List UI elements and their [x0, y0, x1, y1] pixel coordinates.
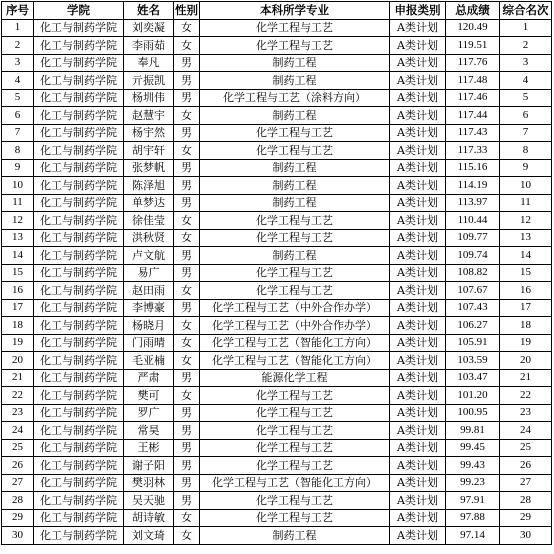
cell-category: A类计划 — [390, 159, 446, 177]
cell-gender: 男 — [174, 369, 200, 387]
cell-name: 王彬 — [124, 439, 174, 457]
cell-index: 9 — [2, 159, 34, 177]
cell-category: A类计划 — [390, 439, 446, 457]
cell-category: A类计划 — [390, 19, 446, 37]
cell-major: 化学工程与工艺 — [200, 509, 390, 527]
cell-score: 100.95 — [446, 404, 500, 422]
cell-major: 化学工程与工艺 — [200, 19, 390, 37]
header-index: 序号 — [2, 2, 34, 20]
cell-rank: 10 — [500, 177, 552, 195]
cell-index: 10 — [2, 177, 34, 195]
cell-score: 108.82 — [446, 264, 500, 282]
cell-rank: 23 — [500, 404, 552, 422]
cell-score: 115.16 — [446, 159, 500, 177]
cell-score: 109.74 — [446, 247, 500, 265]
cell-name: 常昊 — [124, 422, 174, 440]
cell-score: 107.43 — [446, 299, 500, 317]
cell-index: 21 — [2, 369, 34, 387]
cell-category: A类计划 — [390, 369, 446, 387]
cell-index: 1 — [2, 19, 34, 37]
cell-gender: 男 — [174, 194, 200, 212]
cell-gender: 女 — [174, 387, 200, 405]
cell-gender: 女 — [174, 317, 200, 335]
cell-gender: 女 — [174, 19, 200, 37]
table-row — [2, 19, 552, 37]
table-row — [2, 247, 552, 265]
cell-name: 杨圳伟 — [124, 89, 174, 107]
cell-score: 117.46 — [446, 89, 500, 107]
cell-name: 毛亚楠 — [124, 352, 174, 370]
cell-index: 29 — [2, 509, 34, 527]
cell-college: 化工与制药学院 — [34, 124, 124, 142]
cell-index: 15 — [2, 264, 34, 282]
table-row — [2, 439, 552, 457]
cell-rank: 15 — [500, 264, 552, 282]
cell-gender: 女 — [174, 229, 200, 247]
cell-gender: 女 — [174, 352, 200, 370]
table-row — [2, 474, 552, 492]
table-row — [2, 194, 552, 212]
cell-category: A类计划 — [390, 37, 446, 55]
cell-rank: 7 — [500, 124, 552, 142]
cell-category: A类计划 — [390, 422, 446, 440]
cell-college: 化工与制药学院 — [34, 229, 124, 247]
header-category: 申报类别 — [390, 2, 446, 20]
table-row — [2, 352, 552, 370]
cell-category: A类计划 — [390, 72, 446, 90]
cell-rank: 11 — [500, 194, 552, 212]
cell-major: 化学工程与工艺 — [200, 229, 390, 247]
cell-score: 109.77 — [446, 229, 500, 247]
cell-rank: 20 — [500, 352, 552, 370]
cell-name: 胡诗敏 — [124, 509, 174, 527]
cell-gender: 女 — [174, 107, 200, 125]
cell-name: 樊羽林 — [124, 474, 174, 492]
table-row — [2, 457, 552, 475]
cell-gender: 男 — [174, 89, 200, 107]
cell-rank: 16 — [500, 282, 552, 300]
cell-rank: 13 — [500, 229, 552, 247]
cell-category: A类计划 — [390, 509, 446, 527]
cell-gender: 男 — [174, 422, 200, 440]
header-college: 学院 — [34, 2, 124, 20]
table-row — [2, 177, 552, 195]
cell-gender: 男 — [174, 457, 200, 475]
cell-index: 17 — [2, 299, 34, 317]
cell-major: 制药工程 — [200, 247, 390, 265]
cell-index: 28 — [2, 492, 34, 510]
cell-category: A类计划 — [390, 124, 446, 142]
cell-index: 13 — [2, 229, 34, 247]
cell-gender: 女 — [174, 334, 200, 352]
cell-major: 制药工程 — [200, 159, 390, 177]
cell-rank: 25 — [500, 439, 552, 457]
cell-major: 化学工程与工艺 — [200, 264, 390, 282]
cell-category: A类计划 — [390, 107, 446, 125]
cell-name: 李雨茹 — [124, 37, 174, 55]
cell-index: 20 — [2, 352, 34, 370]
cell-major: 制药工程 — [200, 177, 390, 195]
cell-index: 30 — [2, 527, 34, 545]
cell-rank: 19 — [500, 334, 552, 352]
cell-index: 11 — [2, 194, 34, 212]
cell-college: 化工与制药学院 — [34, 142, 124, 160]
cell-name: 刘奕凝 — [124, 19, 174, 37]
cell-score: 113.97 — [446, 194, 500, 212]
header-rank: 综合名次 — [500, 2, 552, 20]
table-row — [2, 89, 552, 107]
cell-name: 奉凡 — [124, 54, 174, 72]
cell-index: 2 — [2, 37, 34, 55]
cell-name: 易广 — [124, 264, 174, 282]
cell-college: 化工与制药学院 — [34, 422, 124, 440]
cell-index: 16 — [2, 282, 34, 300]
cell-major: 制药工程 — [200, 54, 390, 72]
cell-major: 化学工程与工艺（中外合作办学） — [200, 299, 390, 317]
cell-major: 化学工程与工艺 — [200, 457, 390, 475]
cell-name: 门雨晴 — [124, 334, 174, 352]
cell-score: 99.81 — [446, 422, 500, 440]
cell-college: 化工与制药学院 — [34, 177, 124, 195]
cell-rank: 3 — [500, 54, 552, 72]
cell-name: 李博豪 — [124, 299, 174, 317]
cell-gender: 男 — [174, 264, 200, 282]
table-row — [2, 54, 552, 72]
table-row — [2, 317, 552, 335]
header-major: 本科所学专业 — [200, 2, 390, 20]
cell-name: 赵田雨 — [124, 282, 174, 300]
cell-name: 罗广 — [124, 404, 174, 422]
cell-college: 化工与制药学院 — [34, 457, 124, 475]
table-row — [2, 334, 552, 352]
cell-college: 化工与制药学院 — [34, 194, 124, 212]
cell-score: 117.48 — [446, 72, 500, 90]
cell-college: 化工与制药学院 — [34, 317, 124, 335]
cell-rank: 5 — [500, 89, 552, 107]
cell-college: 化工与制药学院 — [34, 299, 124, 317]
table-row — [2, 299, 552, 317]
table-row — [2, 422, 552, 440]
cell-college: 化工与制药学院 — [34, 282, 124, 300]
cell-major: 制药工程 — [200, 194, 390, 212]
cell-score: 107.67 — [446, 282, 500, 300]
cell-score: 105.91 — [446, 334, 500, 352]
cell-score: 99.45 — [446, 439, 500, 457]
table-row — [2, 212, 552, 230]
cell-score: 117.43 — [446, 124, 500, 142]
cell-college: 化工与制药学院 — [34, 474, 124, 492]
cell-category: A类计划 — [390, 457, 446, 475]
cell-index: 14 — [2, 247, 34, 265]
cell-score: 114.19 — [446, 177, 500, 195]
cell-gender: 女 — [174, 509, 200, 527]
cell-category: A类计划 — [390, 352, 446, 370]
cell-name: 徐佳莹 — [124, 212, 174, 230]
cell-college: 化工与制药学院 — [34, 509, 124, 527]
table-body — [2, 19, 552, 544]
cell-gender: 男 — [174, 124, 200, 142]
cell-category: A类计划 — [390, 299, 446, 317]
table-row — [2, 404, 552, 422]
cell-college: 化工与制药学院 — [34, 492, 124, 510]
cell-name: 刘文琦 — [124, 527, 174, 545]
cell-gender: 女 — [174, 142, 200, 160]
cell-score: 117.44 — [446, 107, 500, 125]
cell-rank: 2 — [500, 37, 552, 55]
cell-name: 张梦帆 — [124, 159, 174, 177]
cell-index: 18 — [2, 317, 34, 335]
cell-rank: 6 — [500, 107, 552, 125]
cell-rank: 8 — [500, 142, 552, 160]
cell-score: 120.49 — [446, 19, 500, 37]
cell-gender: 男 — [174, 492, 200, 510]
cell-score: 119.51 — [446, 37, 500, 55]
cell-major: 化学工程与工艺（涂料方向） — [200, 89, 390, 107]
cell-score: 103.47 — [446, 369, 500, 387]
cell-name: 严肃 — [124, 369, 174, 387]
cell-major: 化学工程与工艺 — [200, 404, 390, 422]
cell-college: 化工与制药学院 — [34, 527, 124, 545]
cell-gender: 男 — [174, 299, 200, 317]
cell-name: 亓振凯 — [124, 72, 174, 90]
cell-college: 化工与制药学院 — [34, 54, 124, 72]
cell-major: 制药工程 — [200, 527, 390, 545]
cell-index: 7 — [2, 124, 34, 142]
cell-score: 110.44 — [446, 212, 500, 230]
cell-score: 101.20 — [446, 387, 500, 405]
cell-major: 化学工程与工艺（智能化工方向） — [200, 474, 390, 492]
table-row — [2, 107, 552, 125]
cell-category: A类计划 — [390, 334, 446, 352]
cell-score: 97.88 — [446, 509, 500, 527]
cell-category: A类计划 — [390, 229, 446, 247]
table-row — [2, 527, 552, 545]
cell-category: A类计划 — [390, 177, 446, 195]
table-row — [2, 124, 552, 142]
cell-category: A类计划 — [390, 404, 446, 422]
cell-gender: 女 — [174, 212, 200, 230]
cell-name: 谢子阳 — [124, 457, 174, 475]
cell-gender: 男 — [174, 474, 200, 492]
cell-college: 化工与制药学院 — [34, 439, 124, 457]
cell-index: 24 — [2, 422, 34, 440]
cell-rank: 29 — [500, 509, 552, 527]
cell-major: 制药工程 — [200, 72, 390, 90]
cell-category: A类计划 — [390, 212, 446, 230]
cell-college: 化工与制药学院 — [34, 264, 124, 282]
table-row — [2, 142, 552, 160]
cell-gender: 男 — [174, 177, 200, 195]
cell-major: 能源化学工程 — [200, 369, 390, 387]
cell-college: 化工与制药学院 — [34, 212, 124, 230]
cell-index: 3 — [2, 54, 34, 72]
cell-category: A类计划 — [390, 142, 446, 160]
cell-rank: 14 — [500, 247, 552, 265]
cell-college: 化工与制药学院 — [34, 72, 124, 90]
cell-major: 化学工程与工艺 — [200, 387, 390, 405]
cell-category: A类计划 — [390, 474, 446, 492]
cell-name: 卢文航 — [124, 247, 174, 265]
cell-index: 22 — [2, 387, 34, 405]
cell-category: A类计划 — [390, 317, 446, 335]
cell-rank: 27 — [500, 474, 552, 492]
cell-name: 单梦达 — [124, 194, 174, 212]
cell-major: 化学工程与工艺 — [200, 282, 390, 300]
cell-college: 化工与制药学院 — [34, 37, 124, 55]
cell-college: 化工与制药学院 — [34, 404, 124, 422]
cell-rank: 30 — [500, 527, 552, 545]
cell-category: A类计划 — [390, 247, 446, 265]
cell-major: 化学工程与工艺 — [200, 142, 390, 160]
cell-gender: 男 — [174, 72, 200, 90]
cell-index: 5 — [2, 89, 34, 107]
table-row — [2, 369, 552, 387]
cell-rank: 28 — [500, 492, 552, 510]
cell-gender: 女 — [174, 527, 200, 545]
cell-gender: 女 — [174, 282, 200, 300]
cell-rank: 22 — [500, 387, 552, 405]
cell-name: 陈泽旭 — [124, 177, 174, 195]
cell-category: A类计划 — [390, 54, 446, 72]
header-gender: 性别 — [174, 2, 200, 20]
cell-gender: 女 — [174, 37, 200, 55]
cell-score: 99.23 — [446, 474, 500, 492]
cell-category: A类计划 — [390, 264, 446, 282]
cell-category: A类计划 — [390, 387, 446, 405]
cell-index: 12 — [2, 212, 34, 230]
cell-major: 化学工程与工艺（智能化工方向） — [200, 334, 390, 352]
cell-score: 106.27 — [446, 317, 500, 335]
ranking-table — [1, 1, 552, 545]
cell-rank: 12 — [500, 212, 552, 230]
cell-rank: 21 — [500, 369, 552, 387]
cell-major: 化学工程与工艺（中外合作办学） — [200, 317, 390, 335]
table-row — [2, 264, 552, 282]
cell-college: 化工与制药学院 — [34, 159, 124, 177]
table-row — [2, 509, 552, 527]
cell-index: 4 — [2, 72, 34, 90]
cell-major: 化学工程与工艺 — [200, 422, 390, 440]
cell-name: 胡宇轩 — [124, 142, 174, 160]
cell-rank: 18 — [500, 317, 552, 335]
cell-category: A类计划 — [390, 194, 446, 212]
cell-college: 化工与制药学院 — [34, 247, 124, 265]
table-row — [2, 37, 552, 55]
cell-score: 97.14 — [446, 527, 500, 545]
cell-college: 化工与制药学院 — [34, 107, 124, 125]
cell-rank: 17 — [500, 299, 552, 317]
cell-major: 制药工程 — [200, 107, 390, 125]
cell-major: 化学工程与工艺（智能化工方向） — [200, 352, 390, 370]
cell-gender: 男 — [174, 404, 200, 422]
cell-major: 化学工程与工艺 — [200, 37, 390, 55]
cell-score: 103.59 — [446, 352, 500, 370]
table-row — [2, 159, 552, 177]
cell-gender: 男 — [174, 159, 200, 177]
header-name: 姓名 — [124, 2, 174, 20]
cell-college: 化工与制药学院 — [34, 352, 124, 370]
cell-name: 杨晓月 — [124, 317, 174, 335]
cell-category: A类计划 — [390, 527, 446, 545]
table-row — [2, 492, 552, 510]
cell-major: 化学工程与工艺 — [200, 492, 390, 510]
cell-category: A类计划 — [390, 492, 446, 510]
cell-name: 赵慧宇 — [124, 107, 174, 125]
header-row — [2, 2, 552, 20]
table-row — [2, 282, 552, 300]
cell-name: 洪秋贤 — [124, 229, 174, 247]
cell-score: 117.76 — [446, 54, 500, 72]
cell-gender: 男 — [174, 54, 200, 72]
cell-score: 99.43 — [446, 457, 500, 475]
cell-rank: 26 — [500, 457, 552, 475]
cell-college: 化工与制药学院 — [34, 19, 124, 37]
cell-index: 6 — [2, 107, 34, 125]
cell-major: 化学工程与工艺 — [200, 439, 390, 457]
cell-college: 化工与制药学院 — [34, 334, 124, 352]
cell-name: 樊可 — [124, 387, 174, 405]
cell-score: 97.91 — [446, 492, 500, 510]
cell-category: A类计划 — [390, 282, 446, 300]
cell-gender: 男 — [174, 247, 200, 265]
cell-category: A类计划 — [390, 89, 446, 107]
cell-major: 化学工程与工艺 — [200, 124, 390, 142]
cell-name: 杨宇然 — [124, 124, 174, 142]
cell-score: 117.33 — [446, 142, 500, 160]
cell-rank: 1 — [500, 19, 552, 37]
cell-index: 25 — [2, 439, 34, 457]
table-row — [2, 229, 552, 247]
cell-index: 19 — [2, 334, 34, 352]
cell-rank: 4 — [500, 72, 552, 90]
table-row — [2, 387, 552, 405]
cell-college: 化工与制药学院 — [34, 387, 124, 405]
cell-rank: 24 — [500, 422, 552, 440]
cell-index: 23 — [2, 404, 34, 422]
header-score: 总成绩 — [446, 2, 500, 20]
table-row — [2, 72, 552, 90]
cell-name: 吴天驰 — [124, 492, 174, 510]
cell-index: 27 — [2, 474, 34, 492]
cell-college: 化工与制药学院 — [34, 369, 124, 387]
cell-index: 8 — [2, 142, 34, 160]
cell-index: 26 — [2, 457, 34, 475]
cell-college: 化工与制药学院 — [34, 89, 124, 107]
cell-gender: 男 — [174, 439, 200, 457]
cell-major: 化学工程与工艺 — [200, 212, 390, 230]
cell-rank: 9 — [500, 159, 552, 177]
